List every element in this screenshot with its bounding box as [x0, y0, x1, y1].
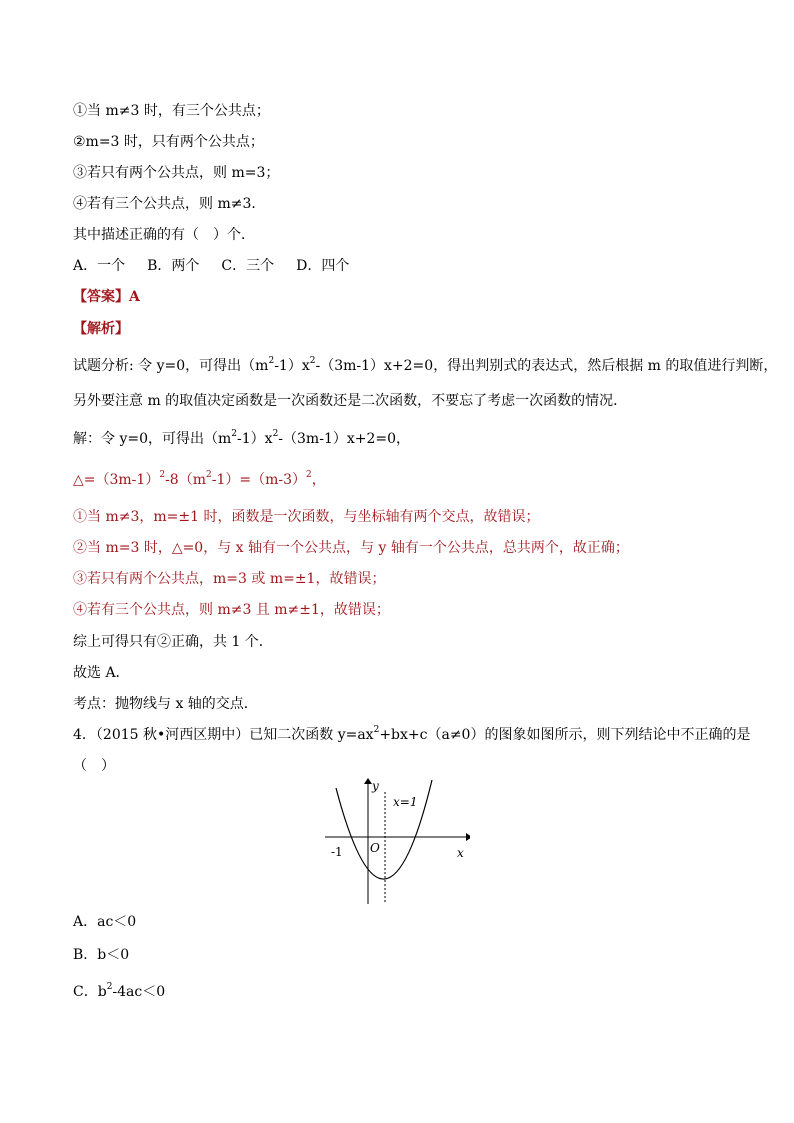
option-c: C．三个: [221, 258, 275, 274]
question4-line-2: （ ）: [73, 758, 115, 774]
y-label: y: [372, 779, 379, 793]
solution-step-2: ②当 m=3 时，△=0，与 x 轴有一个公共点，与 y 轴有一个公共点，总共两个，故正确；: [73, 540, 629, 556]
solution-line-1: 解：令 y=0，可得出$(m^2-1)x^2-(3m-1)x+2=0$，: [73, 429, 411, 447]
minus-one-label: -1: [331, 845, 343, 859]
analysis-label: 【解析】: [73, 321, 129, 337]
question4-option-a: A．ac＜0: [73, 914, 137, 930]
question-text: 其中描述正确的有（ ）个．: [73, 227, 255, 243]
conclusion: 综上可得只有②正确，共 1 个．: [73, 634, 273, 650]
statement-1: ①当 m≠3 时，有三个公共点；: [73, 103, 270, 119]
topic: 考点：抛物线与 x 轴的交点．: [73, 696, 258, 712]
solution-step-4: ④若有三个公共点，则 m≠3 且 m≠±1，故错误；: [73, 602, 390, 618]
analysis-line-1: 试题分析: 令 y=0，可得出$(m^2-1)x^2-(3m-1)x+2=0$，得出判别式的表达式，然后根据 m 的取值进行判断，: [73, 356, 778, 374]
option-d: D．四个: [296, 258, 350, 274]
option-a: A．一个: [73, 258, 126, 274]
option-b: B．两个: [147, 258, 200, 274]
statement-4: ④若有三个公共点，则 m≠3．: [73, 196, 266, 212]
origin-label: O: [370, 841, 380, 855]
question4-option-c: C．$b^2-4ac<0$: [73, 982, 166, 1000]
analysis-line-2: 另外要注意 m 的取值决定函数是一次函数还是二次函数，不要忘了考虑一次函数的情况．: [73, 393, 628, 409]
question4-option-b: B．b＜0: [73, 947, 130, 963]
answer-label: 【答案】A: [73, 289, 140, 305]
statement-3: ③若只有两个公共点，则 m=3；: [73, 165, 280, 181]
parabola-curve: [336, 780, 432, 879]
x-label: x: [457, 846, 464, 860]
solution-step-3: ③若只有两个公共点，m=3 或 m=±1，故错误；: [73, 571, 386, 587]
statement-2: ②m=3 时，只有两个公共点；: [73, 134, 264, 150]
x-axis-arrow: [466, 833, 470, 841]
parabola-graph: [320, 778, 470, 906]
solution-step-1: ①当 m≠3，m=±1 时，函数是一次函数，与坐标轴有两个交点，故错误；: [73, 509, 540, 525]
choice: 故选 A．: [73, 665, 130, 681]
y-axis-arrow: [364, 778, 372, 784]
delta-line: $\triangle=(3m-1)^2-8(m^2-1)=(m-3)^2$，: [73, 470, 326, 488]
axis-line-label: x=1: [393, 795, 418, 809]
question4-line-1: 4．（2015 秋•河西区期中）已知二次函数 $y=ax^2+bx+c(a\ne 0)$的图象如图所示，则下列结论中不正确的是: [73, 725, 751, 743]
options-row: [73, 257, 371, 275]
